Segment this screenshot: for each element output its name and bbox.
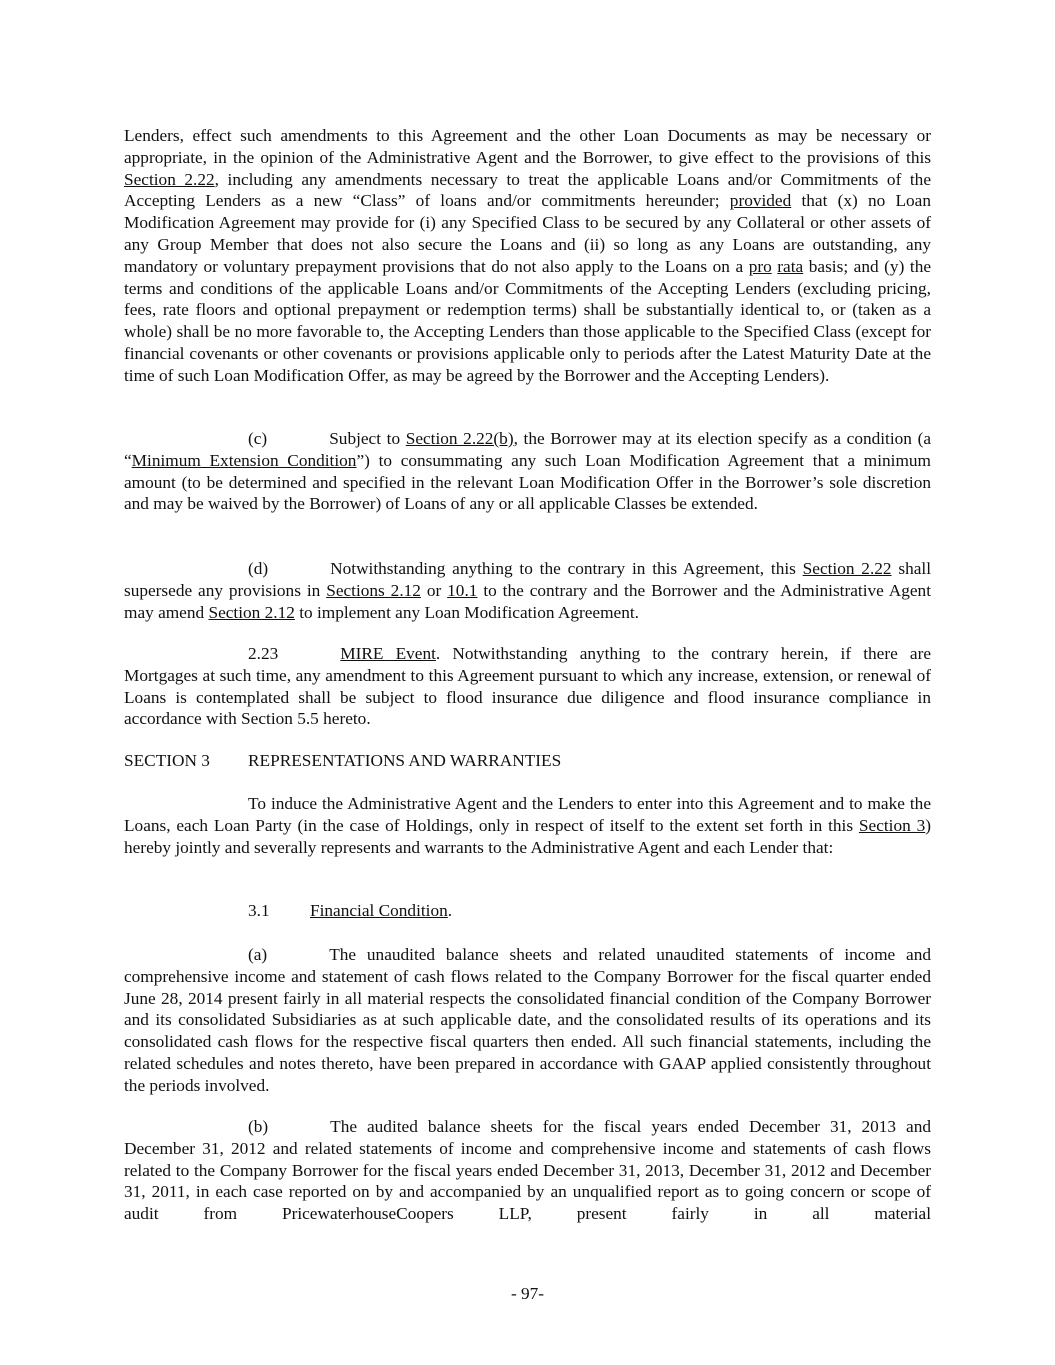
paragraph-text: (d) Notwithstanding anything to the contrary in this Agreement, this Section 2.22 shall supersede any provisions in Sections 2.12 or 10.1 to the contrary and the Borrower and the Administrative Agent may amend Section 2.12 to implement any Loan Modification Agreement. [124, 559, 932, 622]
section-3-intro [124, 793, 931, 858]
section-reference: Sections 2.12 [326, 580, 421, 600]
provided-term: provided [729, 191, 792, 211]
paragraph-text: 2.23 MIRE Event. Notwithstanding anything to the contrary herein, if there are Mortgages at such time, any amendment to this Agreement pursuant to which any increase, extension, or renewal of Loans is contemplated shall be subject to flood insurance due diligence and flood insurance compliance in accordance with Section 5.5 hereto. [124, 644, 931, 729]
subsection-title: Financial Condition [310, 901, 448, 920]
paragraph-text: (a) The unaudited balance sheets and related unaudited statements of income and comprehensive income and statement of cash flows related to the Company Borrower for the fiscal quarter ended June 28, 2014 present fairly in all material respects the consolidated financial condition of the Company Borrower and its consolidated Subsidiaries as at such applicable date, and the consolidated results of its operations and its consolidated cash flows for the respective fiscal quarters then ended. All such financial statements, including the related schedules and notes thereto, have been prepared in accordance with GAAP applied consistently throughout the periods involved. [124, 945, 931, 1095]
paragraph-continuation [124, 125, 931, 387]
clause-d [124, 558, 931, 623]
defined-term: Minimum Extension Condition [131, 450, 357, 470]
rata-term: rata [777, 256, 804, 276]
clause-b [124, 1116, 931, 1225]
section-reference: Section 2.22 [124, 169, 215, 189]
section-heading-number: SECTION 3 [124, 751, 210, 770]
clause-label: (d) [248, 559, 269, 578]
paragraph-text: (b) The audited balance sheets for the fiscal years ended December 31, 2013 and December 31, 2012 and related statements of income and comprehensive income and statements of cash flows related to the Company Borrower for the fiscal years ended December 31, 2013, December 31, 2012 and December 31, 2011, in each case reported on by and accompanied by an unqualified report as to going concern or scope of audit from PricewaterhouseCoopers LLP, present fairly in all material [124, 1117, 931, 1224]
paragraph-text: (c) Subject to Section 2.22(b), the Borrower may at its election specify as a condition (a “Minimum Extension Condition”) to consummating any such Loan Modification Agreement that a minimum amount (to be determined and specified in the relevant Loan Modification Offer in the Borrower’s sole discretion and may be waived by the Borrower) of Loans of any or all applicable Classes be extended. [124, 429, 931, 514]
section-heading-title: REPRESENTATIONS AND WARRANTIES [248, 751, 562, 770]
section-reference: 10.1 [447, 580, 478, 600]
subsection-number: 3.1 [248, 901, 270, 920]
clause-label: (b) [248, 1117, 269, 1136]
clause-c [124, 428, 931, 515]
pro-term: pro [748, 256, 772, 276]
paragraph-text: Lenders, effect such amendments to this Agreement and the other Loan Documents as may be necessary or appropriate, in the opinion of the Administrative Agent and the Borrower, to give effect to the provisions of this Section 2.22, including any amendments necessary to treat the applicable Loans and/or Commitments of the Accepting Lenders as a new “Class” of loans and/or commitments hereunder; provided that (x) no Loan Modification Agreement may provide for (i) any Specified Class to be secured by any Collateral or other assets of any Group Member that does not also secure the Loans and (ii) so long as any Loans are outstanding, any mandatory or voluntary prepayment provisions that do not also apply to the Loans on a pro rata basis; and (y) the terms and conditions of the applicable Loans and/or Commitments of the Accepting Lenders (excluding pricing, fees, rate floors and optional prepayment or redemption terms) shall be substantially identical to, or (taken as a whole) shall be no more favorable to, the Accepting Lenders than those applicable to the Specified Class (except for financial covenants or other covenants or provisions applicable only to periods after the Latest Maturity Date at the time of such Loan Modification Offer, as may be agreed by the Borrower and the Accepting Lenders). [124, 126, 931, 385]
clause-label: (a) [248, 945, 268, 964]
section-heading [124, 750, 931, 772]
page-number: - 97- [510, 1284, 545, 1303]
section-2-23 [124, 643, 931, 730]
section-reference: Section 2.22 [802, 559, 892, 578]
section-reference: Section 3 [858, 815, 926, 835]
paragraph-text: To induce the Administrative Agent and the Lenders to enter into this Agreement and to make the Loans, each Loan Party (in the case of Holdings, only in respect of itself to the extent set forth in this Section 3) hereby jointly and severally represents and warrants to the Administrative Agent and each Lender that: [124, 794, 932, 857]
section-reference: Section 2.12 [208, 602, 295, 622]
clause-a [124, 944, 931, 1097]
subsection-heading: 3.1 Financial Condition. [248, 901, 453, 920]
section-number: 2.23 [248, 644, 279, 663]
section-title: MIRE Event [340, 644, 436, 663]
clause-label: (c) [248, 429, 268, 448]
section-reference: Section 2.22(b) [405, 429, 514, 448]
